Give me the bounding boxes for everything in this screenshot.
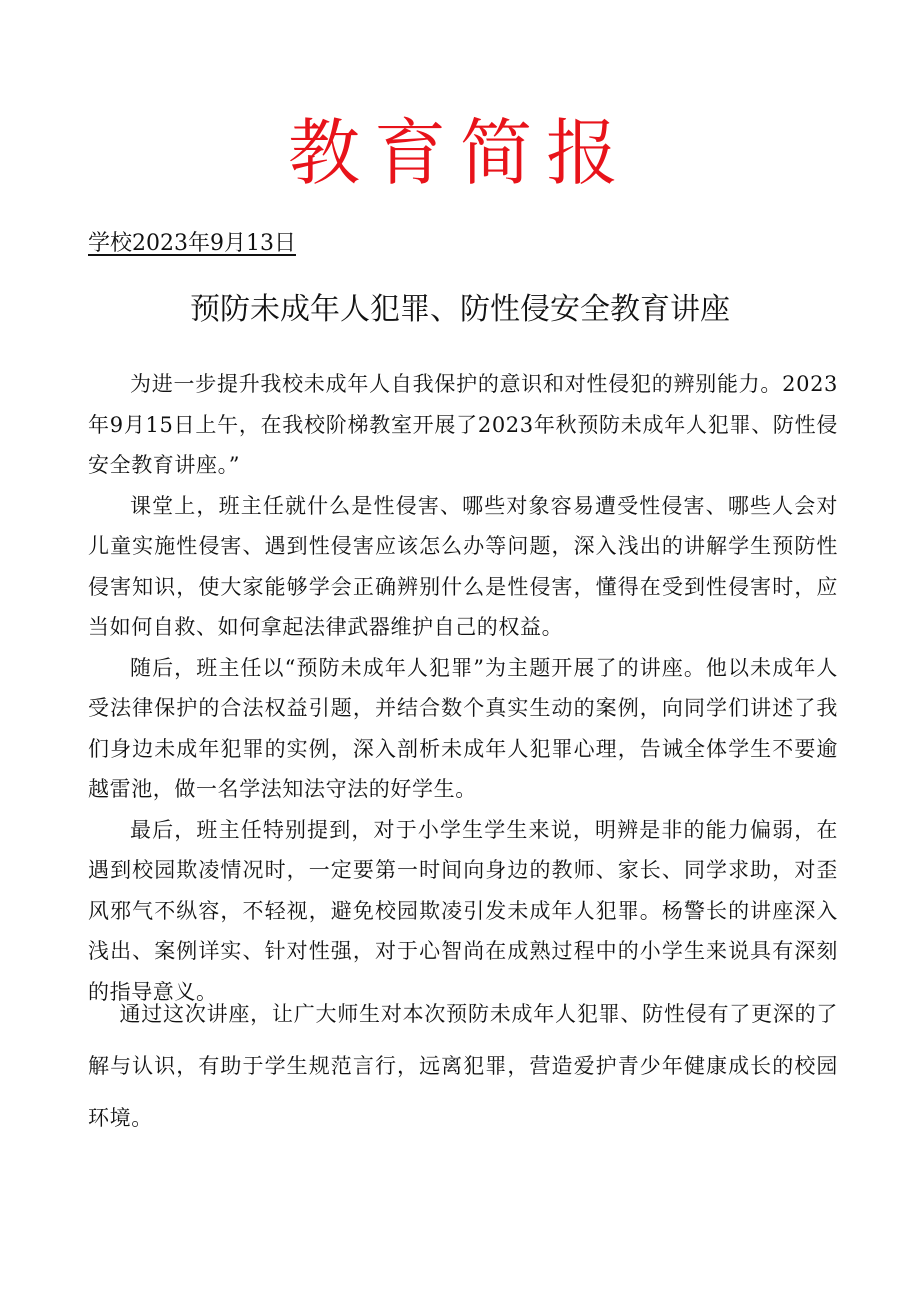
paragraph: 课堂上，班主任就什么是性侵害、哪些对象容易遭受性侵害、哪些人会对儿童实施性侵害、遇到性侵害应该怎么办等问题，深入浅出的讲解学生预防性侵害知识，使大家能够学会正确辨别什么是性侵害，懂得在受到性侵害时，应当如何自救、如何拿起法律武器维护自己的权益。 <box>88 493 838 639</box>
paragraph: 为进一步提升我校未成年人自我保护的意识和对性侵犯的辨别能力。2023年9月15日上午，在我校阶梯教室开展了2023年秋预防未成年人犯罪、防性侵安全教育讲座。” <box>88 372 838 477</box>
masthead-title: 教育简报 <box>287 111 632 195</box>
closing-paragraph: 通过这次讲座，让广大师生对本次预防未成年人犯罪、防性侵有了更深的了解与认识，有助于学生规范言行，远离犯罪，营造爱护青少年健康成长的校园环境。 <box>88 1002 838 1130</box>
closing-section <box>88 988 838 1144</box>
paragraph: 最后，班主任特别提到，对于小学生学生来说，明辨是非的能力偏弱，在遇到校园欺凌情况时，一定要第一时间向身边的教师、家长、同学求助，对歪风邪气不纵容，不轻视，避免校园欺凌引发未成年人犯罪。杨警长的讲座深入浅出、案例详实、针对性强，对于心智尚在成熟过程中的小学生来说具有深刻的指导意义。 <box>88 817 838 1004</box>
paragraph: 随后，班主任以“预防未成年人犯罪”为主题开展了的讲座。他以未成年人受法律保护的合法权益引题，并结合数个真实生动的案例，向同学们讲述了我们身边未成年犯罪的实例，深入剖析未成年人犯罪心理，告诫全体学生不要逾越雷池，做一名学法知法守法的好学生。 <box>88 655 838 801</box>
dateline: 学校2023年9月13日 <box>88 231 296 256</box>
article-headline: 预防未成年人犯罪、防性侵安全教育讲座 <box>190 292 730 327</box>
article-body <box>88 364 838 1012</box>
